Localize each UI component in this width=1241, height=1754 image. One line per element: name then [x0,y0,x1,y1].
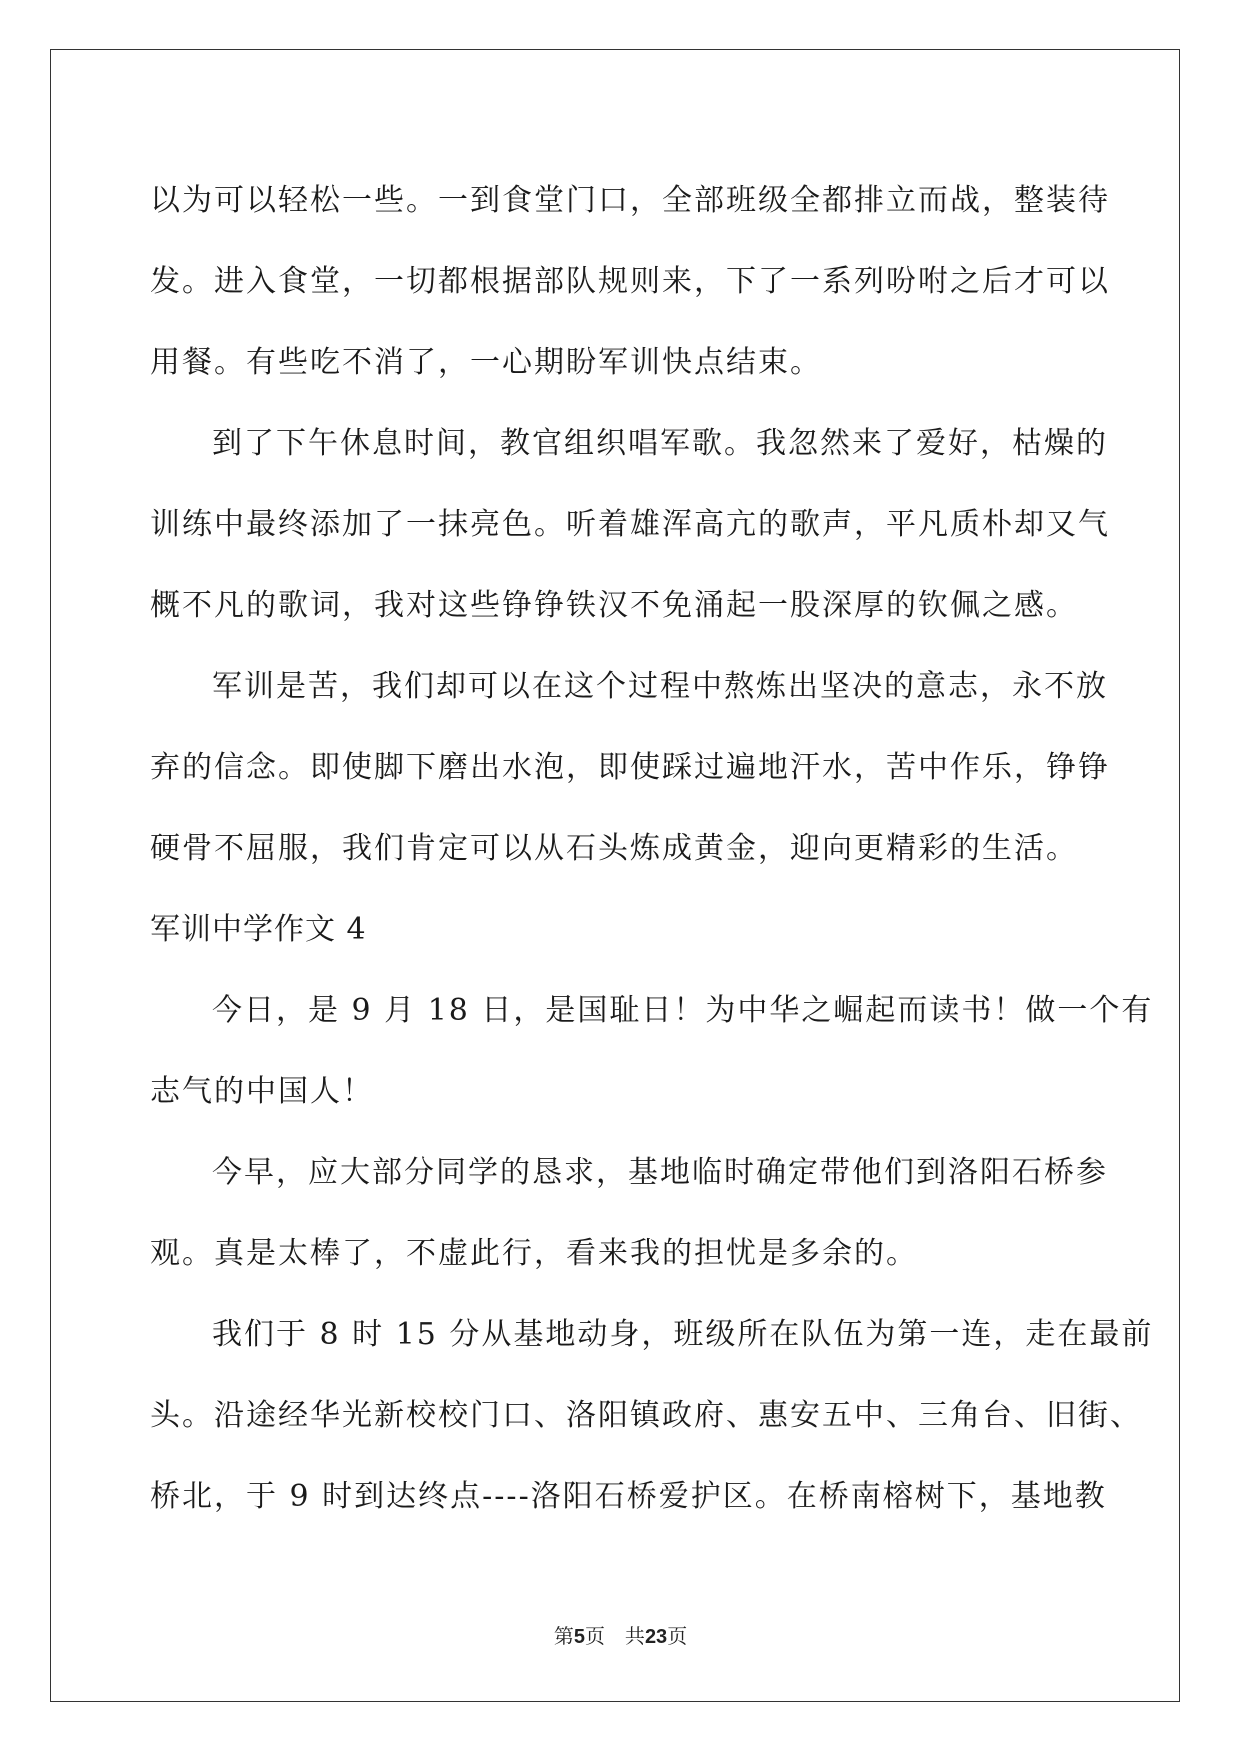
text-line: 头。沿途经华光新校校门口、洛阳镇政府、惠安五中、三角台、旧街、 [150,1398,1142,1433]
text-line: 弃的信念。即使脚下磨出水泡，即使踩过遍地汗水，苦中作乐，铮铮 [150,750,1110,785]
footer-suffix: 页 [667,1624,688,1648]
text-line: 硬骨不屈服，我们肯定可以从石头炼成黄金，迎向更精彩的生活。 [150,831,1078,866]
text-line: 志气的中国人！ [150,1074,374,1109]
text-line: 我们于 8 时 15 分从基地动身，班级所在队伍为第一连，走在最前 [212,1317,1154,1352]
text-line: 观。真是太棒了，不虚此行，看来我的担忧是多余的。 [150,1236,918,1271]
paragraph-4 [150,970,1154,1132]
text-line: 今早，应大部分同学的恳求，基地临时确定带他们到洛阳石桥参 [212,1155,1108,1190]
current-page-number: 5 [573,1626,585,1648]
paragraph-6 [150,1294,1154,1537]
page-footer [0,1620,1241,1649]
text-line: 训练中最终添加了一抹亮色。听着雄浑高亢的歌声，平凡质朴却又气 [150,507,1110,542]
text-line: 以为可以轻松一些。一到食堂门口，全部班级全都排立而战，整装待 [150,183,1110,218]
text-line: 发。进入食堂，一切都根据部队规则来，下了一系列吩咐之后才可以 [150,264,1110,299]
paragraph-5 [150,1132,1108,1294]
paragraph-2 [150,403,1110,646]
paragraph-1 [150,160,1110,403]
paragraph-3 [150,646,1110,889]
text-line: 军训是苦，我们却可以在这个过程中熬炼出坚决的意志，永不放 [212,669,1108,704]
footer-middle: 页 共 [584,1624,645,1648]
document-body [150,160,1154,1537]
text-line: 今日，是 9 月 18 日，是国耻日！为中华之崛起而读书！做一个有 [212,993,1154,1028]
text-line: 桥北，于 9 时到达终点----洛阳石桥爱护区。在桥南榕树下，基地教 [150,1479,1107,1514]
footer-prefix: 第 [553,1624,574,1648]
section-heading: 军训中学作文 4 [150,912,367,947]
text-line: 用餐。有些吃不消了，一心期盼军训快点结束。 [150,345,822,380]
text-line: 概不凡的歌词，我对这些铮铮铁汉不免涌起一股深厚的钦佩之感。 [150,588,1078,623]
total-page-count: 23 [644,1626,668,1648]
text-line: 到了下午休息时间，教官组织唱军歌。我忽然来了爱好，枯燥的 [212,426,1108,461]
